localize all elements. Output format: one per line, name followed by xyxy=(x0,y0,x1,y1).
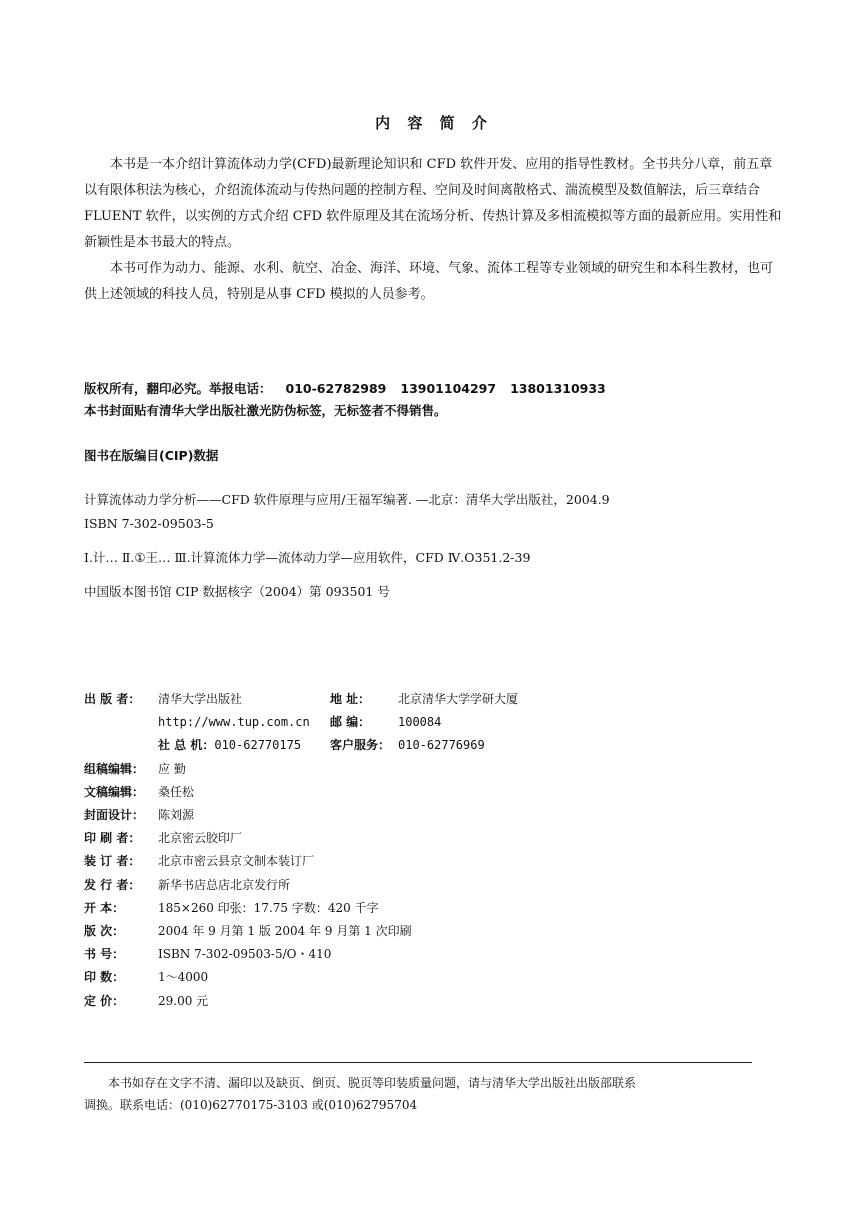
distributor-label: 发 行 者： xyxy=(84,877,141,892)
report-phone-2: 13901104297 xyxy=(400,381,497,396)
edition-label: 版 次： xyxy=(84,924,125,939)
website-row xyxy=(84,711,804,734)
editor-label: 组稿编辑： xyxy=(84,761,145,776)
postcode-value: 100084 xyxy=(398,715,442,730)
print-run-row xyxy=(84,966,804,989)
binder-label: 装 订 者： xyxy=(84,854,141,869)
address-value: 北京清华大学学研大厦 xyxy=(398,692,519,706)
print-run-value: 1～4000 xyxy=(158,970,209,985)
page-title: 内 容 简 介 xyxy=(375,114,493,132)
cip-isbn-line: ISBN 7-302-09503-5 xyxy=(84,516,214,531)
isbn-row xyxy=(84,943,804,966)
editor-value: 应 勤 xyxy=(158,761,186,776)
print-run-label: 印 数： xyxy=(84,970,125,985)
printer-row xyxy=(84,827,804,850)
quality-notice-line-2: 调换。联系电话：(010)62770175-3103 或(010)62795704 xyxy=(84,1098,418,1112)
cip-classification-line: Ⅰ.计… Ⅱ.①王… Ⅲ.计算流体力学—流体动力学—应用软件，CFD Ⅳ.O351.2-39 xyxy=(84,550,531,565)
cip-heading: 图书在版编目(CIP)数据 xyxy=(84,448,219,463)
summary-paragraph-1: 本书是一本介绍计算流体动力学(CFD)最新理论知识和 CFD 软件开发、应用的指导性教材。全书共分八章，前五章以有限体积法为核心，介绍流体流动与传热问题的控制方程、空间及时间离散格式、湍流模型及数值解法，后三章结合 FLUENT 软件，以实例的方式介绍 CFD 软件原理及其在流场分析、传热计算及多相流模拟等方面的最新应用。实用性和新颖性是本书最大的特点。 xyxy=(84,157,782,250)
cover-design-label: 封面设计： xyxy=(84,808,145,823)
book-summary xyxy=(84,152,784,308)
format-value: 185×260 印张：17.75 字数：420 千字 xyxy=(158,900,379,915)
report-phone-line xyxy=(84,378,804,400)
editor-row xyxy=(84,758,804,781)
text-editor-value: 桑任松 xyxy=(158,784,195,799)
cover-design-value: 陈刘源 xyxy=(158,808,195,823)
binder-value: 北京市密云县京文制本装订厂 xyxy=(158,854,315,869)
cover-design-row xyxy=(84,804,804,827)
format-label: 开 本： xyxy=(84,900,125,915)
printer-label: 印 刷 者： xyxy=(84,831,141,846)
copyright-label: 版权所有，翻印必究。举报电话： xyxy=(84,381,272,396)
postcode-label: 邮 编： xyxy=(330,715,371,730)
format-row xyxy=(84,897,804,920)
cip-data xyxy=(84,488,804,604)
copyright-notice xyxy=(84,378,804,422)
binder-row xyxy=(84,850,804,873)
price-row xyxy=(84,990,804,1013)
service-label: 客户服务： xyxy=(330,738,391,753)
isbn-label: 书 号： xyxy=(84,947,125,962)
text-editor-label: 文稿编辑： xyxy=(84,784,145,799)
edition-row xyxy=(84,920,804,943)
publisher-row xyxy=(84,688,804,711)
switchboard-label: 社 总 机： xyxy=(158,738,215,753)
distributor-value: 新华书店总店北京发行所 xyxy=(158,877,291,892)
quality-notice xyxy=(84,1072,764,1116)
anti-counterfeit-notice: 本书封面贴有清华大学出版社激光防伪标签，无标签者不得销售。 xyxy=(84,403,447,418)
cip-record-line: 中国版本图书馆 CIP 数据核字（2004）第 093501 号 xyxy=(84,584,390,599)
quality-notice-line-1: 本书如存在文字不清、漏印以及缺页、倒页、脱页等印装质量问题，请与清华大学出版社出版部联系 xyxy=(108,1076,637,1090)
report-phone-1: 010-62782989 xyxy=(285,381,387,396)
edition-value: 2004 年 9 月第 1 版 2004 年 9 月第 1 次印刷 xyxy=(158,924,412,939)
website-value: http://www.tup.com.cn xyxy=(158,715,310,730)
cip-title-line: 计算流体动力学分析——CFD 软件原理与应用/王福军编著. —北京：清华大学出版社，2004.9 xyxy=(84,492,610,507)
switchboard-row xyxy=(84,734,804,757)
publication-details xyxy=(84,688,804,1013)
price-value: 29.00 元 xyxy=(158,993,209,1008)
footer-divider xyxy=(84,1062,752,1063)
summary-paragraph-2: 本书可作为动力、能源、水利、航空、冶金、海洋、环境、气象、流体工程等专业领域的研究生和本科生教材，也可供上述领域的科技人员，特别是从事 CFD 模拟的人员参考。 xyxy=(84,261,774,302)
publisher-value: 清华大学出版社 xyxy=(158,692,243,706)
publisher-label: 出 版 者： xyxy=(84,692,141,706)
report-phone-3: 13801310933 xyxy=(510,381,606,396)
distributor-row xyxy=(84,874,804,897)
service-value: 010-62776969 xyxy=(398,738,485,753)
price-label: 定 价： xyxy=(84,993,125,1008)
address-label: 地 址： xyxy=(330,692,371,706)
isbn-value: ISBN 7-302-09503-5/O・410 xyxy=(158,947,332,962)
text-editor-row xyxy=(84,781,804,804)
printer-value: 北京密云胶印厂 xyxy=(158,831,243,846)
switchboard-value: 010-62770175 xyxy=(214,738,302,753)
